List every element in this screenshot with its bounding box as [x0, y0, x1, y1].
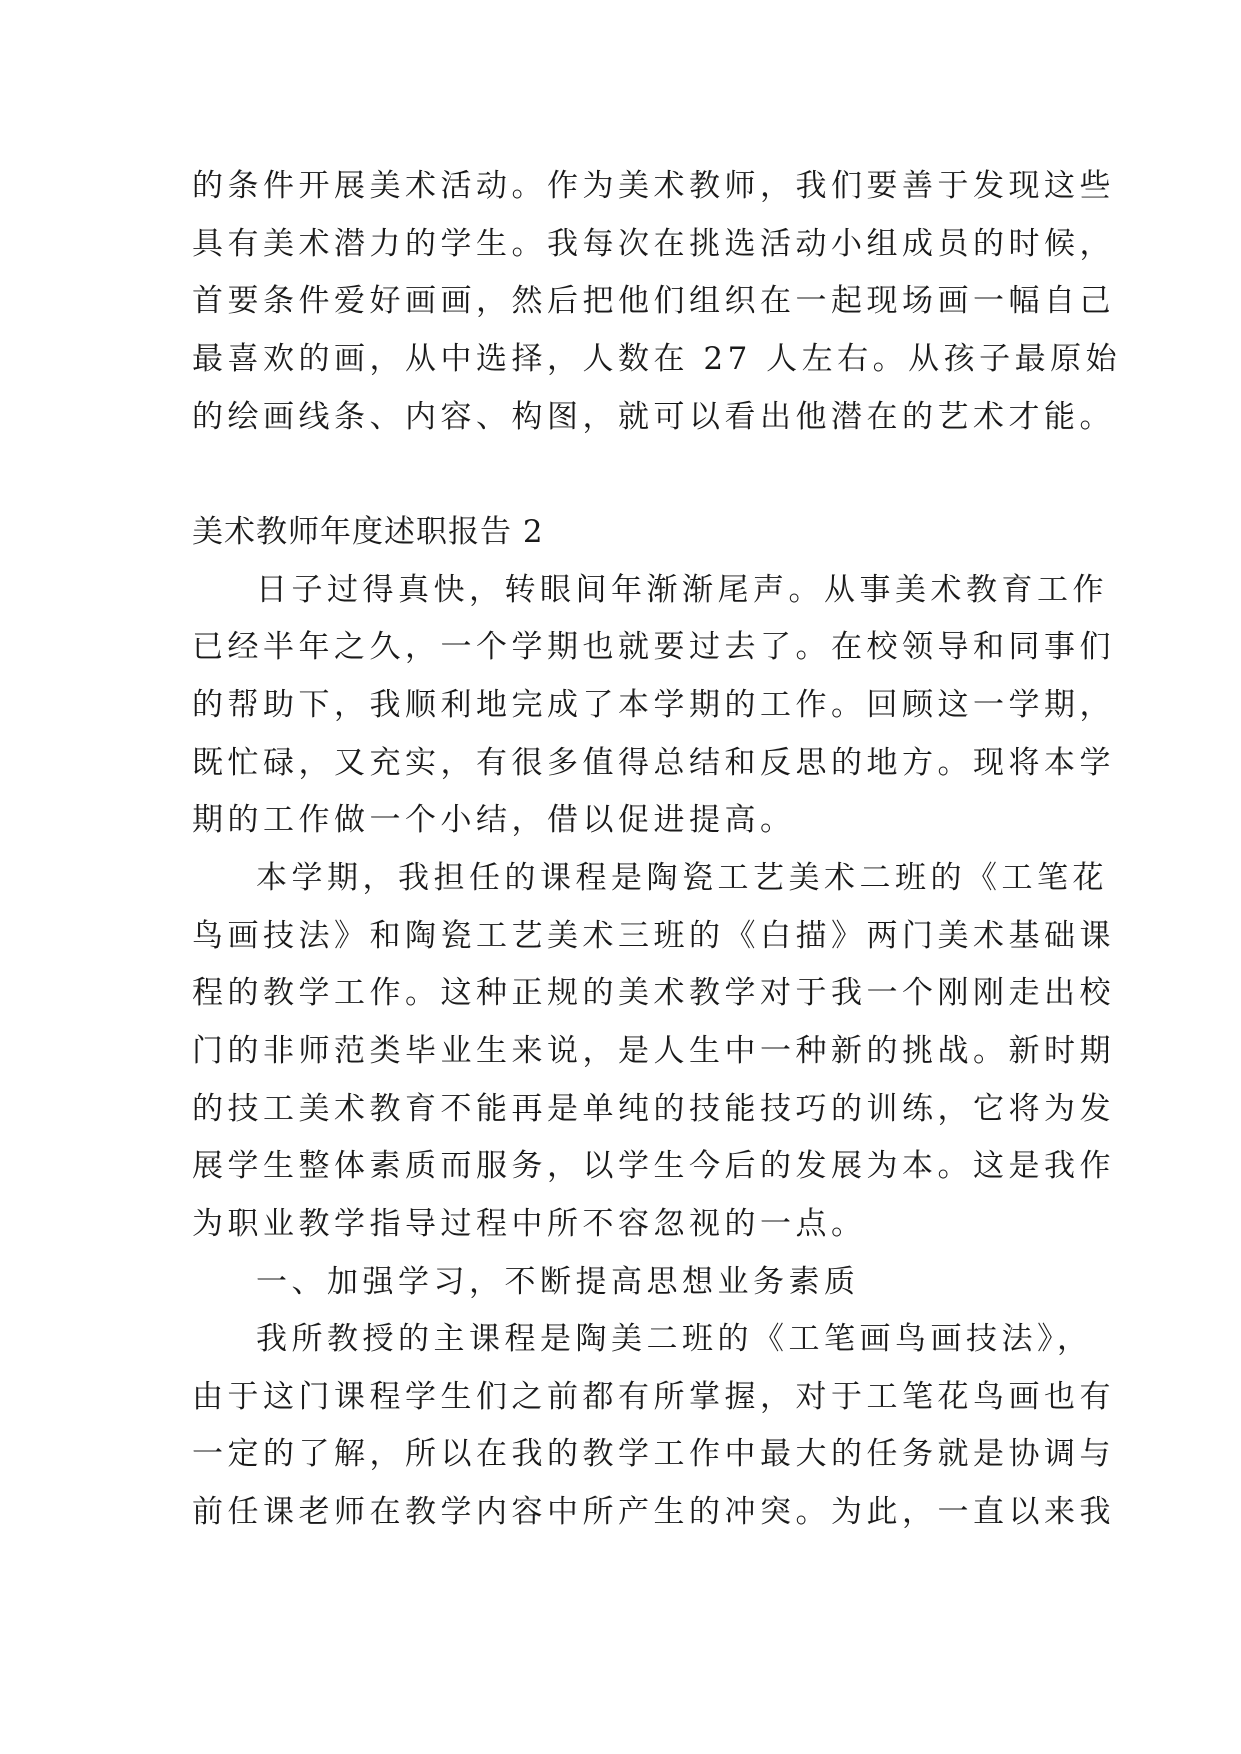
subheading: 一、加强学习，不断提高思想业务素质	[256, 1264, 860, 1300]
text-line: 前任课老师在教学内容中所产生的冲突。为此，一直以来我	[192, 1494, 1115, 1530]
text-line: 鸟画技法》和陶瓷工艺美术三班的《白描》两门美术基础课	[192, 918, 1115, 954]
text-line: 首要条件爱好画画，然后把他们组织在一起现场画一幅自己	[192, 283, 1115, 319]
text-line: 由于这门课程学生们之前都有所掌握，对于工笔花鸟画也有	[192, 1379, 1115, 1415]
text-line: 日子过得真快，转眼间年渐渐尾声。从事美术教育工作	[256, 572, 1108, 608]
text-line: 展学生整体素质而服务，以学生今后的发展为本。这是我作	[192, 1148, 1115, 1184]
section-title: 美术教师年度述职报告 2	[192, 514, 544, 550]
text-line: 最喜欢的画，从中选择，人数在 27 人左右。从孩子最原始	[192, 341, 1122, 377]
text-line: 的条件开展美术活动。作为美术教师，我们要善于发现这些	[192, 168, 1115, 204]
text-line: 程的教学工作。这种正规的美术教学对于我一个刚刚走出校	[192, 975, 1115, 1011]
text-line: 的绘画线条、内容、构图，就可以看出他潜在的艺术才能。	[192, 399, 1115, 435]
text-line: 的帮助下，我顺利地完成了本学期的工作。回顾这一学期，	[192, 687, 1115, 723]
text-line: 门的非师范类毕业生来说，是人生中一种新的挑战。新时期	[192, 1033, 1115, 1069]
text-line: 具有美术潜力的学生。我每次在挑选活动小组成员的时候，	[192, 226, 1115, 262]
text-line: 为职业教学指导过程中所不容忽视的一点。	[192, 1206, 867, 1242]
text-line: 我所教授的主课程是陶美二班的《工笔画鸟画技法》，	[256, 1321, 1093, 1357]
text-line: 的技工美术教育不能再是单纯的技能技巧的训练，它将为发	[192, 1091, 1115, 1127]
text-line: 既忙碌，又充实，有很多值得总结和反思的地方。现将本学	[192, 745, 1115, 781]
text-line: 一定的了解，所以在我的教学工作中最大的任务就是协调与	[192, 1436, 1115, 1472]
text-line: 期的工作做一个小结，借以促进提高。	[192, 802, 796, 838]
text-line: 已经半年之久，一个学期也就要过去了。在校领导和同事们	[192, 629, 1115, 665]
text-line: 本学期，我担任的课程是陶瓷工艺美术二班的《工笔花	[256, 860, 1108, 896]
